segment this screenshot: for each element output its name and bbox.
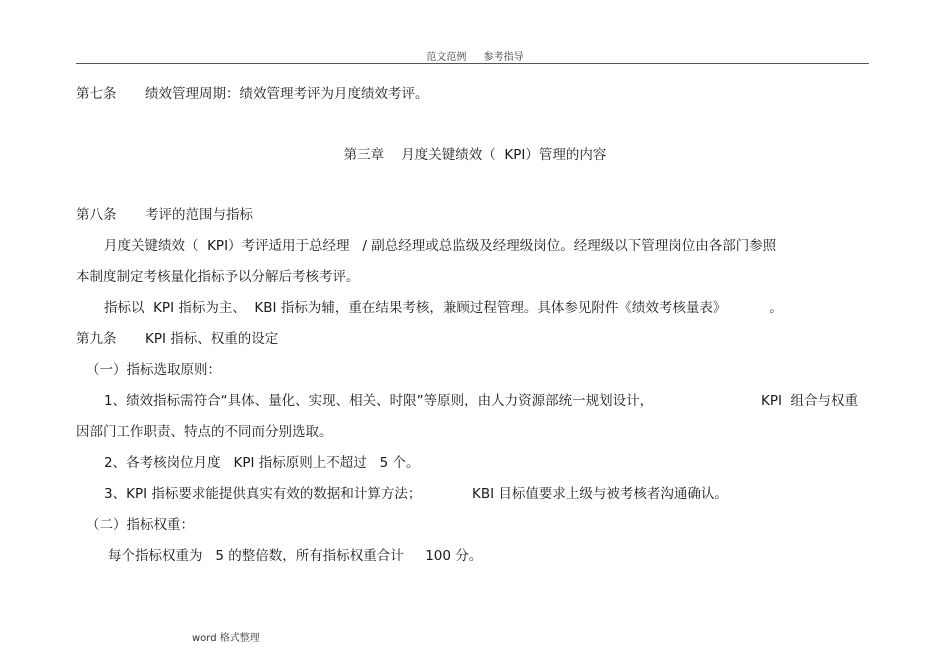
article9-item1-line1-a: 1、绩效指标需符合“具体、量化、实现、相关、时限”等原则，由人力资源部统一规划设计， bbox=[104, 393, 654, 409]
article9-sub1: （一）指标选取原则： bbox=[86, 362, 221, 378]
article9-heading: KPI 指标、权重的设定 bbox=[145, 331, 279, 347]
header-divider bbox=[76, 63, 869, 64]
header-right-text: 参考指导 bbox=[483, 52, 524, 63]
article9-item3-b: KBI 目标值要求上级与被考核者沟通确认。 bbox=[472, 486, 728, 502]
article9-weight: 每个指标权重为 5 的整倍数，所有指标权重合计 100 分。 bbox=[108, 548, 483, 564]
article8-para2: 指标以 KPI 指标为主、 KBI 指标为辅，重在结果考核，兼顾过程管理。具体参见附件《绩效考核量表》 。 bbox=[104, 300, 783, 316]
article8-para1-line1: 月度关键绩效（ KPI）考评适用于总经理 / 副总经理或总监级及经理级岗位。经理级以下管理岗位由各部门参照 bbox=[104, 238, 777, 254]
article8-para1-line2: 本制度制定考核量化指标予以分解后考核考评。 bbox=[76, 269, 360, 285]
article9-item1-line1-b: KPI 组合与权重 bbox=[761, 393, 859, 409]
article9-item1-line2: 因部门工作职责、特点的不同而分别选取。 bbox=[76, 424, 333, 440]
page-header bbox=[0, 48, 950, 63]
header-left-text: 范文范例 bbox=[426, 52, 467, 63]
article9-sub2: （二）指标权重： bbox=[86, 517, 194, 533]
article9-label: 第九条 bbox=[76, 331, 117, 347]
article9-item2: 2、各考核岗位月度 KPI 指标原则上不超过 5 个。 bbox=[104, 455, 420, 471]
article7-text: 绩效管理周期：绩效管理考评为月度绩效考评。 bbox=[145, 86, 429, 102]
article7-label: 第七条 bbox=[76, 86, 117, 102]
chapter-title: 第三章 月度关键绩效（ KPI）管理的内容 bbox=[343, 147, 607, 163]
article8-label: 第八条 bbox=[76, 207, 117, 223]
page-footer: word 格式整理 bbox=[192, 633, 260, 644]
article8-heading: 考评的范围与指标 bbox=[145, 207, 253, 223]
article9-item3-a: 3、KPI 指标要求能提供真实有效的数据和计算方法； bbox=[104, 486, 422, 502]
